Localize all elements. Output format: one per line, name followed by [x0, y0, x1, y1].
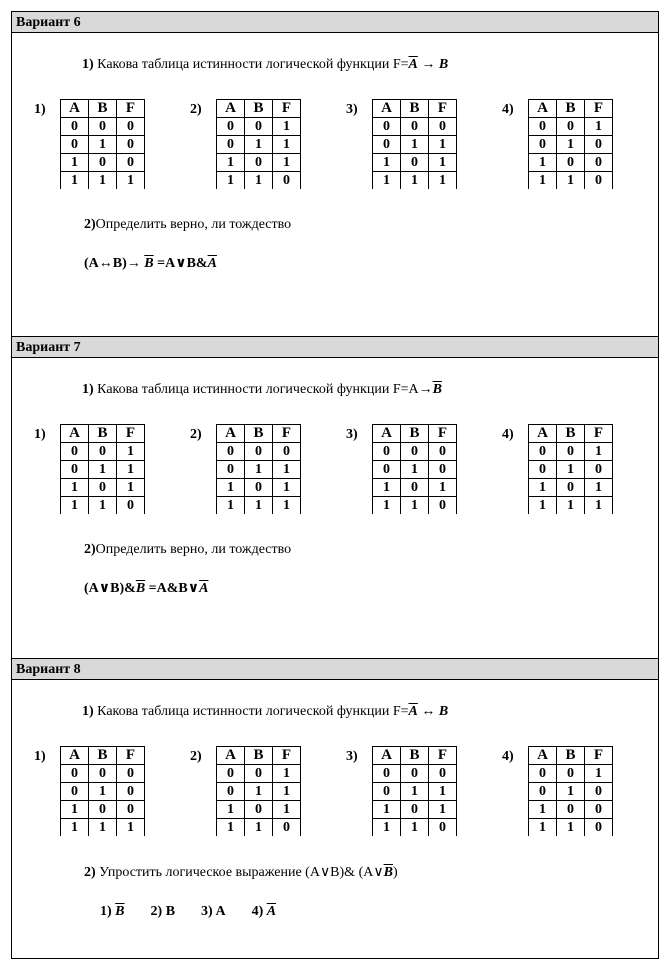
table-row: [529, 118, 613, 136]
table-cell: 1: [373, 479, 401, 497]
table-row: [529, 461, 613, 479]
table-row: [373, 461, 457, 479]
table-cell: 0: [529, 765, 557, 783]
truth-table: [372, 746, 457, 836]
table-cell: 0: [373, 136, 401, 154]
question-2: 2)Определить верно, ли тождество: [84, 217, 292, 232]
table-cell: 0: [89, 118, 117, 136]
table-cell: 1: [585, 118, 613, 136]
table-row: [373, 136, 457, 154]
table-header-cell: B: [401, 747, 429, 765]
table-cell: 1: [245, 461, 273, 479]
table-cell: 1: [89, 461, 117, 479]
table-cell: 0: [117, 136, 145, 154]
table-row: [217, 497, 301, 515]
table-cell: 0: [557, 479, 585, 497]
option-number: 4): [502, 749, 514, 764]
table-cell: 0: [529, 118, 557, 136]
table-header-cell: F: [585, 425, 613, 443]
table-row: [529, 443, 613, 461]
table-cell: 0: [117, 765, 145, 783]
truth-table: [528, 99, 613, 189]
table-cell: 1: [557, 136, 585, 154]
table-row: [529, 154, 613, 172]
table-cell: 0: [217, 461, 245, 479]
table-header-cell: F: [273, 100, 301, 118]
table-cell: 0: [89, 479, 117, 497]
table-cell: 1: [373, 154, 401, 172]
table-row: [61, 479, 145, 497]
table-cell: 1: [117, 461, 145, 479]
table-cell: 0: [585, 136, 613, 154]
table-cell: 0: [401, 765, 429, 783]
table-cell: 0: [373, 443, 401, 461]
table-cell: 0: [89, 154, 117, 172]
table-row: [529, 479, 613, 497]
table-header-cell: F: [273, 747, 301, 765]
table-cell: 1: [373, 819, 401, 837]
table-cell: 1: [273, 783, 301, 801]
truth-table-options: [34, 746, 658, 842]
table-cell: 1: [217, 479, 245, 497]
table-header-cell: B: [557, 747, 585, 765]
table-cell: 0: [401, 479, 429, 497]
table-cell: 1: [61, 497, 89, 515]
truth-table-option: [190, 424, 346, 520]
truth-table: [60, 99, 145, 189]
truth-table: [60, 746, 145, 836]
table-cell: 0: [117, 497, 145, 515]
table-header-cell: F: [429, 100, 457, 118]
table-cell: 0: [117, 783, 145, 801]
truth-table: [60, 424, 145, 514]
table-header-cell: F: [585, 747, 613, 765]
table-cell: 0: [61, 443, 89, 461]
table-cell: 0: [89, 765, 117, 783]
table-header-cell: A: [61, 747, 89, 765]
truth-table-option: [190, 99, 346, 195]
table-cell: 0: [61, 118, 89, 136]
table-cell: 0: [61, 783, 89, 801]
table-row: [529, 497, 613, 515]
table-cell: 1: [273, 136, 301, 154]
table-cell: 1: [429, 172, 457, 190]
truth-table: [216, 746, 301, 836]
table-cell: 1: [217, 497, 245, 515]
truth-table-option: [34, 424, 190, 520]
table-cell: 0: [585, 783, 613, 801]
table-cell: 1: [273, 154, 301, 172]
table-row: [61, 172, 145, 190]
table-cell: 0: [245, 443, 273, 461]
table-cell: 1: [117, 819, 145, 837]
table-cell: 1: [401, 136, 429, 154]
table-cell: 1: [557, 783, 585, 801]
table-row: [373, 819, 457, 837]
table-cell: 1: [529, 154, 557, 172]
table-row: [61, 801, 145, 819]
table-cell: 0: [245, 801, 273, 819]
table-header-cell: A: [217, 747, 245, 765]
table-cell: 0: [217, 783, 245, 801]
answer-options: [100, 904, 658, 920]
table-cell: 1: [117, 443, 145, 461]
table-cell: 1: [373, 801, 401, 819]
table-row: [217, 819, 301, 837]
truth-table-options: [34, 424, 658, 520]
table-cell: 0: [557, 118, 585, 136]
table-cell: 1: [89, 783, 117, 801]
table-row: [373, 172, 457, 190]
table-cell: 0: [217, 118, 245, 136]
table-header-cell: A: [61, 425, 89, 443]
table-row: [529, 801, 613, 819]
table-row: [373, 783, 457, 801]
table-cell: 0: [557, 765, 585, 783]
table-row: [373, 497, 457, 515]
table-header-cell: B: [89, 747, 117, 765]
answer-option: 4) $\overline{A}$: [251, 904, 277, 919]
table-header-cell: F: [429, 425, 457, 443]
table-row: [529, 765, 613, 783]
table-cell: 1: [61, 819, 89, 837]
table-header-cell: B: [245, 100, 273, 118]
table-header-cell: B: [557, 100, 585, 118]
table-cell: 1: [61, 801, 89, 819]
table-cell: 1: [585, 497, 613, 515]
truth-table: [528, 424, 613, 514]
table-header-cell: B: [89, 100, 117, 118]
table-header-cell: A: [217, 100, 245, 118]
answer-option: 2) B: [150, 904, 176, 919]
table-cell: 0: [585, 154, 613, 172]
option-number: 2): [190, 749, 202, 764]
table-cell: 1: [245, 497, 273, 515]
table-cell: 0: [89, 801, 117, 819]
truth-table: [528, 746, 613, 836]
table-cell: 0: [429, 497, 457, 515]
option-number: 3): [346, 749, 358, 764]
table-cell: 1: [401, 819, 429, 837]
truth-table-options: [34, 99, 658, 195]
option-number: 2): [190, 102, 202, 117]
table-header-cell: A: [373, 425, 401, 443]
table-header-cell: B: [401, 100, 429, 118]
table-row: [61, 136, 145, 154]
table-cell: 1: [529, 172, 557, 190]
truth-table-option: [502, 424, 658, 520]
table-cell: 0: [401, 801, 429, 819]
table-cell: 0: [117, 118, 145, 136]
table-header-cell: F: [429, 747, 457, 765]
table-cell: 0: [557, 154, 585, 172]
table-cell: 1: [273, 801, 301, 819]
table-cell: 0: [557, 801, 585, 819]
table-cell: 0: [217, 765, 245, 783]
table-cell: 0: [117, 801, 145, 819]
option-number: 2): [190, 427, 202, 442]
table-row: [217, 783, 301, 801]
table-cell: 1: [557, 172, 585, 190]
table-row: [217, 801, 301, 819]
table-cell: 1: [273, 118, 301, 136]
table-cell: 1: [557, 497, 585, 515]
table-cell: 0: [429, 765, 457, 783]
table-header-cell: B: [557, 425, 585, 443]
variant-title: Вариант 7: [12, 337, 658, 358]
truth-table-option: [502, 99, 658, 195]
table-header-cell: A: [529, 425, 557, 443]
table-header-cell: F: [585, 100, 613, 118]
table-header-cell: A: [61, 100, 89, 118]
table-row: [217, 443, 301, 461]
truth-table-option: [346, 99, 502, 195]
table-cell: 0: [585, 801, 613, 819]
table-cell: 1: [429, 801, 457, 819]
table-cell: 0: [217, 443, 245, 461]
table-row: [61, 497, 145, 515]
option-number: 4): [502, 427, 514, 442]
table-cell: 1: [401, 497, 429, 515]
table-cell: 1: [373, 497, 401, 515]
table-cell: 1: [245, 172, 273, 190]
table-cell: 0: [245, 154, 273, 172]
table-cell: 0: [245, 765, 273, 783]
table-row: [61, 461, 145, 479]
truth-table-option: [34, 99, 190, 195]
table-row: [529, 783, 613, 801]
table-cell: 1: [401, 172, 429, 190]
option-number: 4): [502, 102, 514, 117]
table-cell: 0: [429, 819, 457, 837]
table-cell: 0: [273, 819, 301, 837]
table-cell: 1: [557, 461, 585, 479]
table-header-cell: F: [117, 747, 145, 765]
table-row: [529, 136, 613, 154]
table-cell: 1: [245, 783, 273, 801]
variant-title: Вариант 8: [12, 659, 658, 680]
table-cell: 1: [585, 765, 613, 783]
question-2: 2) Упростить логическое выражение (A∨B)& $(A\vee\overline{B})$: [84, 865, 398, 880]
worksheet: [11, 11, 659, 959]
table-cell: 0: [373, 118, 401, 136]
table-header-cell: B: [89, 425, 117, 443]
table-row: [61, 783, 145, 801]
table-row: [61, 154, 145, 172]
truth-table-option: [34, 746, 190, 842]
table-cell: 0: [273, 443, 301, 461]
table-cell: 0: [529, 136, 557, 154]
table-cell: 0: [61, 136, 89, 154]
table-row: [373, 479, 457, 497]
table-cell: 1: [273, 497, 301, 515]
table-cell: 0: [429, 443, 457, 461]
table-header-cell: A: [373, 100, 401, 118]
table-cell: 1: [89, 172, 117, 190]
table-cell: 0: [373, 765, 401, 783]
truth-table-option: [346, 746, 502, 842]
table-cell: 1: [245, 819, 273, 837]
table-cell: 1: [585, 443, 613, 461]
question-1: 1) Какова таблица истинности логической функции $F=A\to\overline{B}$: [82, 382, 442, 397]
table-cell: 1: [429, 479, 457, 497]
table-cell: 1: [245, 136, 273, 154]
truth-table: [372, 99, 457, 189]
table-cell: 1: [273, 461, 301, 479]
table-row: [373, 443, 457, 461]
table-cell: 0: [585, 172, 613, 190]
table-cell: 1: [529, 479, 557, 497]
option-number: 1): [34, 749, 46, 764]
table-cell: 0: [529, 443, 557, 461]
option-number: 3): [346, 427, 358, 442]
table-cell: 1: [61, 479, 89, 497]
truth-table: [216, 99, 301, 189]
table-cell: 0: [585, 461, 613, 479]
table-row: [217, 765, 301, 783]
table-cell: 1: [429, 154, 457, 172]
table-cell: 1: [117, 479, 145, 497]
identity-expression: (A↔B)→ $\overline{B}$ $=A\vee B\&\overline{A}$: [84, 256, 217, 271]
table-cell: 1: [557, 819, 585, 837]
table-header-cell: F: [273, 425, 301, 443]
table-header-cell: F: [117, 100, 145, 118]
table-cell: 0: [245, 118, 273, 136]
table-header-cell: A: [529, 747, 557, 765]
table-cell: 1: [61, 154, 89, 172]
table-cell: 1: [529, 801, 557, 819]
table-header-cell: F: [117, 425, 145, 443]
table-cell: 0: [401, 118, 429, 136]
answer-option: 1) $\overline{B}$: [100, 904, 125, 919]
question-1: 1) Какова таблица истинности логической функции $F=\overline{A} \to B$: [82, 57, 449, 72]
table-cell: 1: [401, 461, 429, 479]
table-cell: 0: [557, 443, 585, 461]
truth-table: [216, 424, 301, 514]
table-cell: 0: [429, 118, 457, 136]
table-row: [373, 118, 457, 136]
table-cell: 1: [273, 479, 301, 497]
table-row: [61, 765, 145, 783]
table-row: [61, 443, 145, 461]
variant-6: [12, 12, 658, 336]
table-cell: 1: [273, 765, 301, 783]
table-row: [217, 172, 301, 190]
table-header-cell: A: [217, 425, 245, 443]
option-number: 1): [34, 102, 46, 117]
table-row: [217, 154, 301, 172]
table-cell: 0: [401, 443, 429, 461]
truth-table-option: [190, 746, 346, 842]
table-cell: 1: [61, 172, 89, 190]
truth-table-option: [502, 746, 658, 842]
option-number: 3): [346, 102, 358, 117]
table-cell: 0: [217, 136, 245, 154]
table-cell: 1: [401, 783, 429, 801]
answer-option: 3) A: [201, 904, 226, 919]
table-cell: 1: [529, 819, 557, 837]
table-row: [529, 819, 613, 837]
table-cell: 0: [373, 783, 401, 801]
table-cell: 0: [529, 461, 557, 479]
question-1: 1) Какова таблица истинности логической функции $F=\overline{A}$ ↔ B: [82, 704, 449, 719]
table-cell: 0: [61, 461, 89, 479]
table-row: [373, 154, 457, 172]
table-cell: 1: [117, 172, 145, 190]
table-row: [217, 136, 301, 154]
table-cell: 0: [373, 461, 401, 479]
table-cell: 0: [273, 172, 301, 190]
table-cell: 0: [117, 154, 145, 172]
table-cell: 1: [217, 801, 245, 819]
table-row: [61, 819, 145, 837]
table-header-cell: A: [529, 100, 557, 118]
table-cell: 0: [529, 783, 557, 801]
truth-table: [372, 424, 457, 514]
table-cell: 1: [429, 136, 457, 154]
table-cell: 0: [61, 765, 89, 783]
table-cell: 1: [373, 172, 401, 190]
table-cell: 0: [585, 819, 613, 837]
table-row: [217, 118, 301, 136]
table-cell: 0: [401, 154, 429, 172]
table-cell: 1: [89, 819, 117, 837]
option-number: 1): [34, 427, 46, 442]
table-cell: 1: [429, 783, 457, 801]
variant-7: [12, 336, 658, 658]
table-cell: 0: [245, 479, 273, 497]
table-cell: 1: [585, 479, 613, 497]
table-row: [217, 479, 301, 497]
identity-expression: $(A\vee B)\&\overline{B}$ $=A\&B\vee\overline{A}$: [84, 581, 209, 596]
table-header-cell: B: [245, 425, 273, 443]
table-cell: 1: [217, 154, 245, 172]
table-header-cell: B: [401, 425, 429, 443]
table-cell: 1: [217, 819, 245, 837]
truth-table-option: [346, 424, 502, 520]
variant-8: [12, 658, 658, 958]
variant-title: Вариант 6: [12, 12, 658, 33]
table-row: [61, 118, 145, 136]
table-header-cell: B: [245, 747, 273, 765]
table-header-cell: A: [373, 747, 401, 765]
table-cell: 1: [217, 172, 245, 190]
table-cell: 0: [429, 461, 457, 479]
table-row: [217, 461, 301, 479]
table-row: [529, 172, 613, 190]
table-cell: 0: [89, 443, 117, 461]
table-cell: 1: [529, 497, 557, 515]
table-cell: 1: [89, 497, 117, 515]
question-2: 2)Определить верно, ли тождество: [84, 542, 292, 557]
table-row: [373, 801, 457, 819]
table-cell: 1: [89, 136, 117, 154]
table-row: [373, 765, 457, 783]
